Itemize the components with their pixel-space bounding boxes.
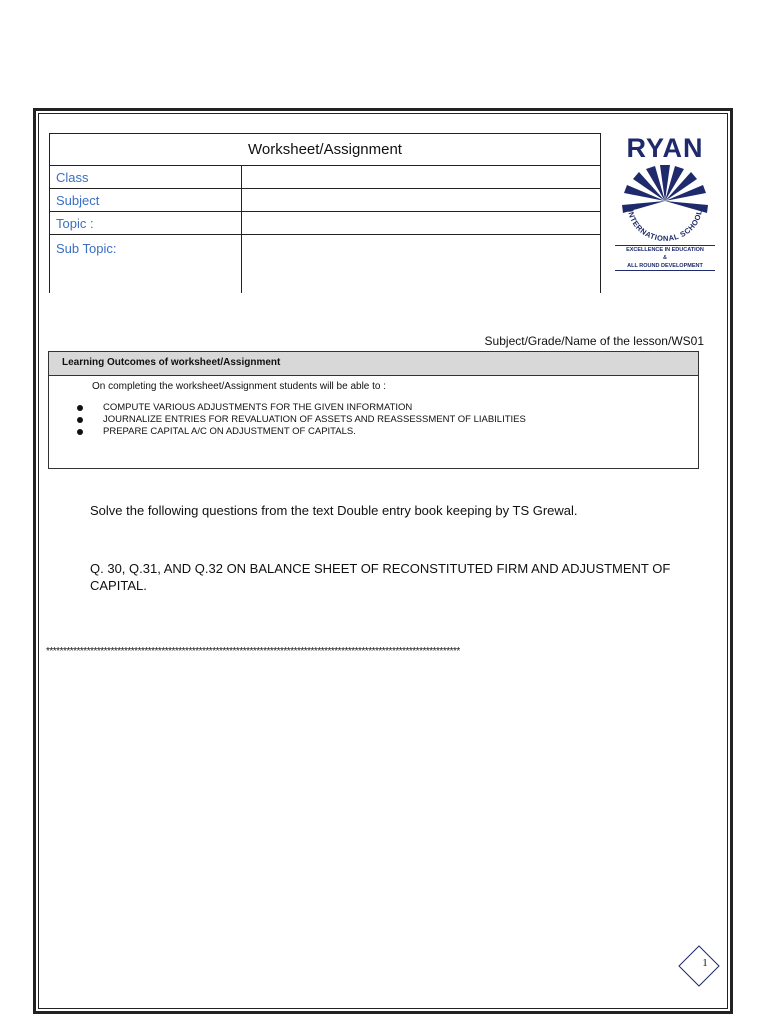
- bullet-icon: [77, 429, 83, 435]
- topic-value[interactable]: [242, 212, 601, 235]
- learning-outcomes-box: [48, 351, 699, 469]
- sub-topic-label: Sub Topic:: [50, 235, 242, 285]
- page-number-badge: [677, 944, 717, 984]
- sunburst-emblem-icon: [620, 163, 710, 245]
- page-number: 1: [702, 957, 708, 969]
- bullet-icon: [77, 417, 83, 423]
- star-separator: **************************************************************************************************************************: [46, 646, 460, 657]
- worksheet-title: Worksheet/Assignment: [50, 134, 601, 166]
- svg-text:INTERNATIONAL SCHOOL: [626, 209, 704, 243]
- learning-outcomes-list: [49, 402, 698, 438]
- logo-name: RYAN: [626, 133, 704, 163]
- list-item: COMPUTE VARIOUS ADJUSTMENTS FOR THE GIVEN INFORMATION: [49, 402, 698, 414]
- worksheet-header-table: [49, 133, 601, 293]
- topic-label: Topic :: [50, 212, 242, 235]
- learning-outcomes-intro: On completing the worksheet/Assignment students will be able to :: [92, 381, 387, 392]
- list-item: PREPARE CAPITAL A/C ON ADJUSTMENT OF CAPITALS.: [49, 426, 698, 438]
- lesson-code: Subject/Grade/Name of the lesson/WS01: [484, 334, 704, 348]
- subject-value[interactable]: [242, 189, 601, 212]
- subject-label: Subject: [50, 189, 242, 212]
- class-value[interactable]: [242, 166, 601, 189]
- list-item: JOURNALIZE ENTRIES FOR REVALUATION OF ASSETS AND REASSESSMENT OF LIABILITIES: [49, 414, 698, 426]
- logo-tagline: EXCELLENCE IN EDUCATION & ALL ROUND DEVELOPMENT: [615, 245, 715, 271]
- question-text: Q. 30, Q.31, AND Q.32 ON BALANCE SHEET OF RECONSTITUTED FIRM AND ADJUSTMENT OF CAPITAL.: [90, 561, 671, 593]
- ryan-school-logo: [613, 133, 717, 273]
- class-label: Class: [50, 166, 242, 189]
- sub-topic-value[interactable]: [242, 235, 601, 285]
- instruction-text: Solve the following questions from the text Double entry book keeping by TS Grewal.: [90, 503, 578, 518]
- logo-ring-text: INTERNATIONAL SCHOOL: [626, 208, 704, 244]
- learning-outcomes-heading: Learning Outcomes of worksheet/Assignment: [49, 352, 698, 376]
- bullet-icon: [77, 405, 83, 411]
